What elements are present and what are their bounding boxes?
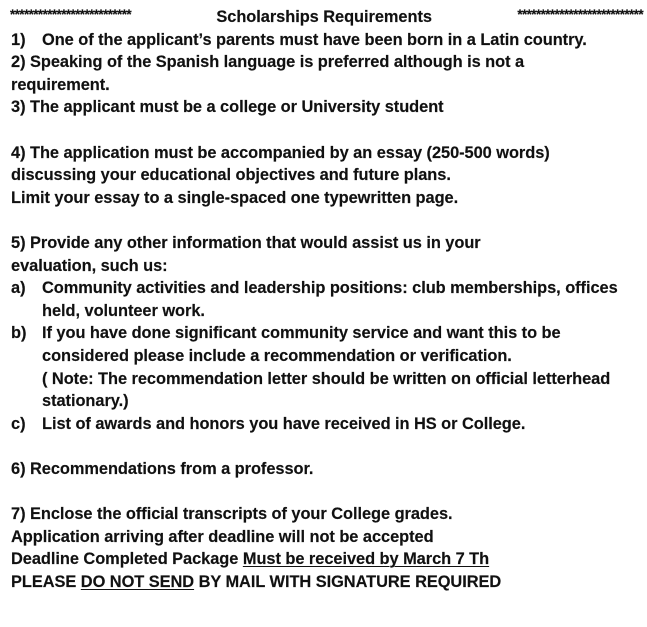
deadline-prefix: Deadline Completed Package bbox=[11, 550, 243, 569]
spacer bbox=[11, 435, 643, 458]
sub-c-text: List of awards and honors you have received in HS or College. bbox=[42, 414, 526, 433]
requirement-4-line-3: Limit your essay to a single-spaced one typewritten page. bbox=[11, 188, 459, 207]
sub-b-text: If you have done significant community service and want this to be considered please include a recommendation or verification. bbox=[42, 324, 561, 365]
requirement-1 bbox=[11, 29, 643, 52]
requirement-6: 6) Recommendations from a professor. bbox=[11, 459, 314, 478]
document-header bbox=[10, 6, 643, 29]
mail-instruction-line bbox=[11, 571, 643, 594]
spacer bbox=[11, 119, 643, 142]
please-prefix: PLEASE bbox=[11, 572, 81, 591]
requirement-7-line-1: 7) Enclose the official transcripts of your College grades. bbox=[11, 505, 453, 524]
requirement-5-intro: 5) Provide any other information that would assist us in your evaluation, such us: bbox=[11, 233, 481, 275]
title-stars-right: *************************** bbox=[517, 7, 643, 22]
requirement-5-sub-c bbox=[11, 413, 643, 436]
spacer bbox=[11, 209, 643, 232]
requirement-1-text: One of the applicant’s parents must have been born in a Latin country. bbox=[42, 30, 587, 49]
requirement-4-line-1: 4) The application must be accompanied by an essay (250-500 words) bbox=[11, 143, 550, 162]
sub-b-marker: b) bbox=[11, 324, 27, 343]
deadline-line bbox=[11, 548, 643, 571]
requirement-4-line-2: discussing your educational objectives and future plans. bbox=[11, 166, 451, 185]
sub-a-marker: a) bbox=[11, 279, 26, 298]
document-title: Scholarships Requirements bbox=[216, 8, 432, 26]
requirement-3: 3) The applicant must be a college or University student bbox=[11, 98, 444, 117]
sub-b-note: ( Note: The recommendation letter should be written on official letterhead stationary.) bbox=[42, 369, 611, 411]
spacer bbox=[11, 480, 643, 503]
sub-a-text: Community activities and leadership positions: club memberships, offices held, volunteer work. bbox=[42, 279, 618, 320]
requirement-5-sub-b bbox=[11, 322, 643, 412]
requirement-1-marker: 1) bbox=[11, 30, 26, 49]
please-suffix: BY MAIL WITH SIGNATURE REQUIRED bbox=[194, 572, 502, 591]
title-stars-left: ************************** bbox=[10, 7, 131, 22]
requirement-7-line-2: Application arriving after deadline will not be accepted bbox=[11, 527, 434, 546]
requirement-5-sub-a bbox=[11, 277, 643, 322]
sub-c-marker: c) bbox=[11, 414, 26, 433]
do-not-send-emphasis: DO NOT SEND bbox=[80, 572, 195, 591]
deadline-date: Must be received by March 7 Th bbox=[242, 550, 490, 569]
requirement-2: 2) Speaking of the Spanish language is preferred although is not a requirement. bbox=[11, 53, 525, 94]
